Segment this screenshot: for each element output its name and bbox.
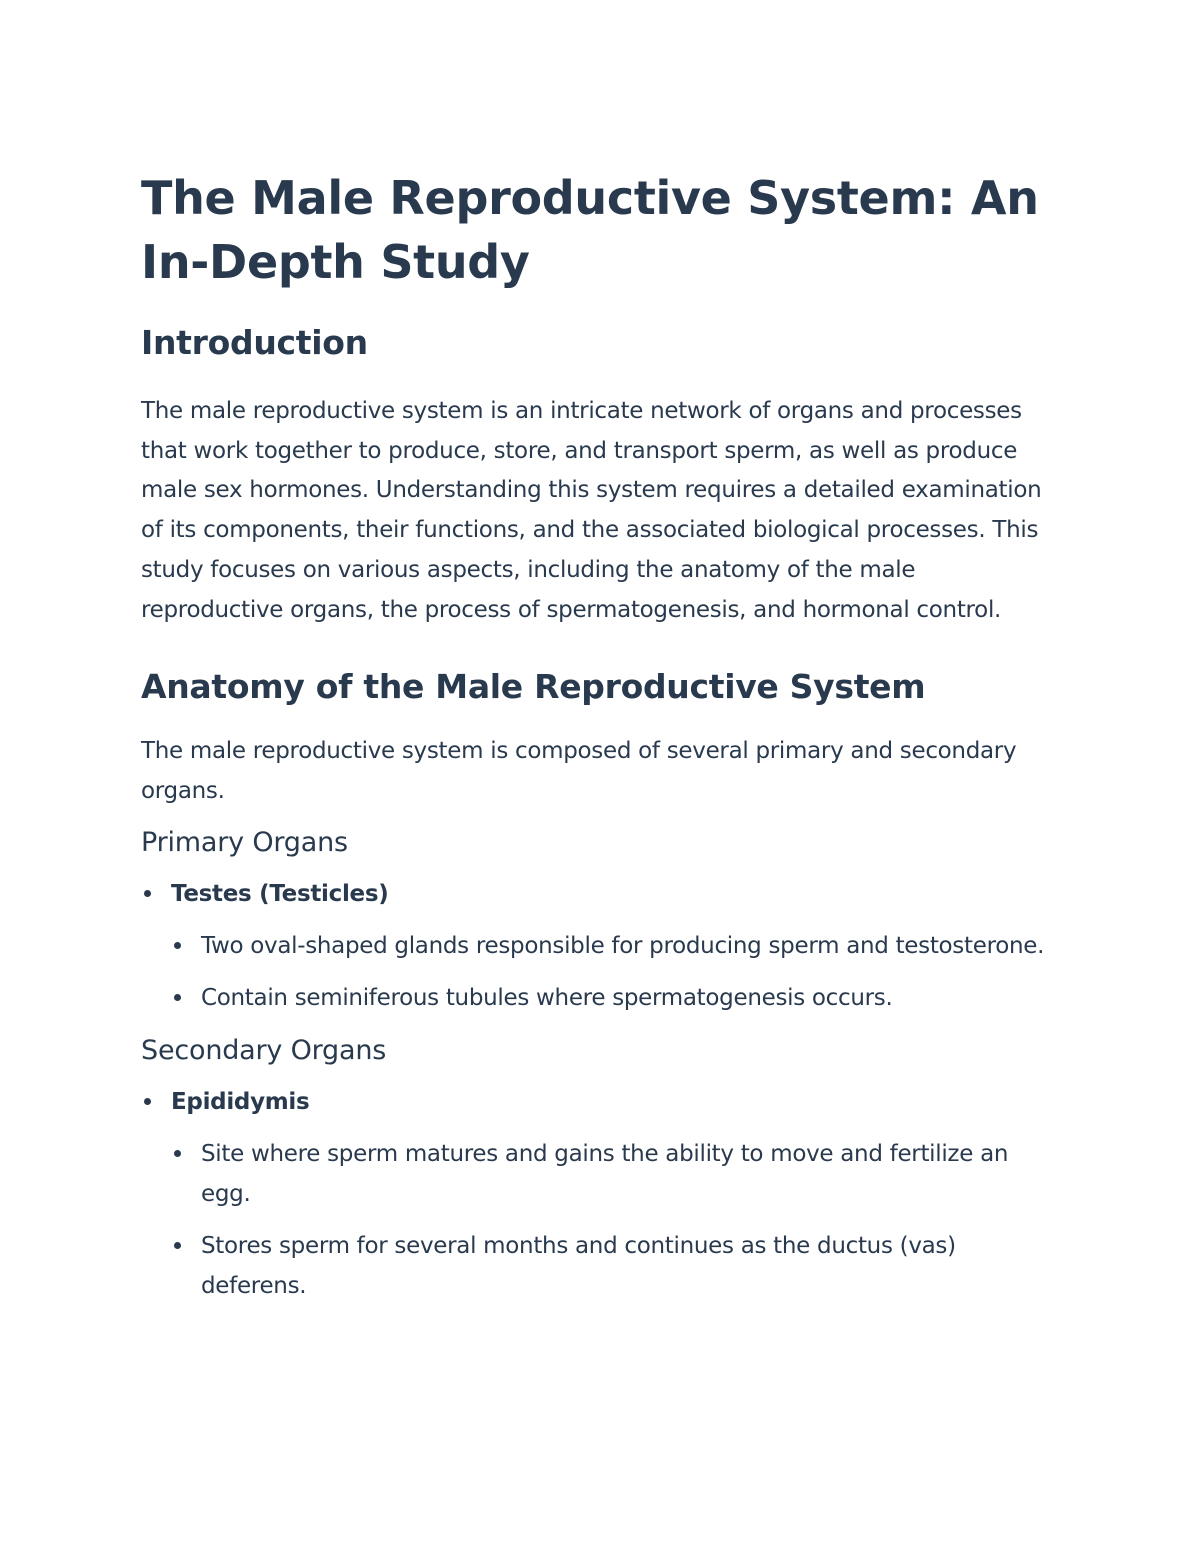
secondary-organs-list <box>141 1082 1060 1306</box>
list-item <box>171 926 1060 966</box>
organ-detail: Contain seminiferous tubules where spermatogenesis occurs. <box>201 984 893 1011</box>
organ-details-list <box>171 926 1060 1018</box>
anatomy-heading: Anatomy of the Male Reproductive System <box>141 667 926 707</box>
anatomy-paragraph: The male reproductive system is composed of several primary and secondary organs. <box>141 738 1017 804</box>
list-item <box>141 1082 1060 1306</box>
list-item <box>171 1134 1060 1214</box>
list-item <box>171 1226 1060 1306</box>
bullet-icon <box>174 1150 181 1157</box>
introduction-heading: Introduction <box>141 323 368 362</box>
organ-name: Epididymis <box>171 1088 310 1115</box>
primary-organs-list <box>141 874 1060 1018</box>
bullet-icon <box>174 942 181 949</box>
organ-detail: Two oval-shaped glands responsible for producing sperm and testosterone. <box>201 932 1045 959</box>
organ-name: Testes (Testicles) <box>171 880 389 907</box>
document-title: The Male Reproductive System: An In-Depth Study <box>141 171 1039 289</box>
primary-organs-heading: Primary Organs <box>141 826 348 858</box>
bullet-icon <box>174 1242 181 1249</box>
list-item <box>141 874 1060 1018</box>
bullet-icon <box>174 994 181 1001</box>
secondary-organs-heading: Secondary Organs <box>141 1034 387 1066</box>
bullet-icon <box>144 890 151 897</box>
list-item <box>171 978 1060 1018</box>
organ-details-list <box>171 1134 1060 1306</box>
organ-detail: Site where sperm matures and gains the ability to move and fertilize an egg. <box>201 1140 1009 1207</box>
introduction-paragraph: The male reproductive system is an intricate network of organs and processes that work together to produce, store, and transport sperm, as well as produce male sex hormones. Understanding this system requires a detailed examination of its components, their functions, and the associated biological processes. This study focuses on various aspects, including the anatomy of the male reproductive organs, the process of spermatogenesis, and hormonal control. <box>141 398 1042 623</box>
bullet-icon <box>144 1098 151 1105</box>
organ-detail: Stores sperm for several months and continues as the ductus (vas) deferens. <box>201 1232 956 1299</box>
